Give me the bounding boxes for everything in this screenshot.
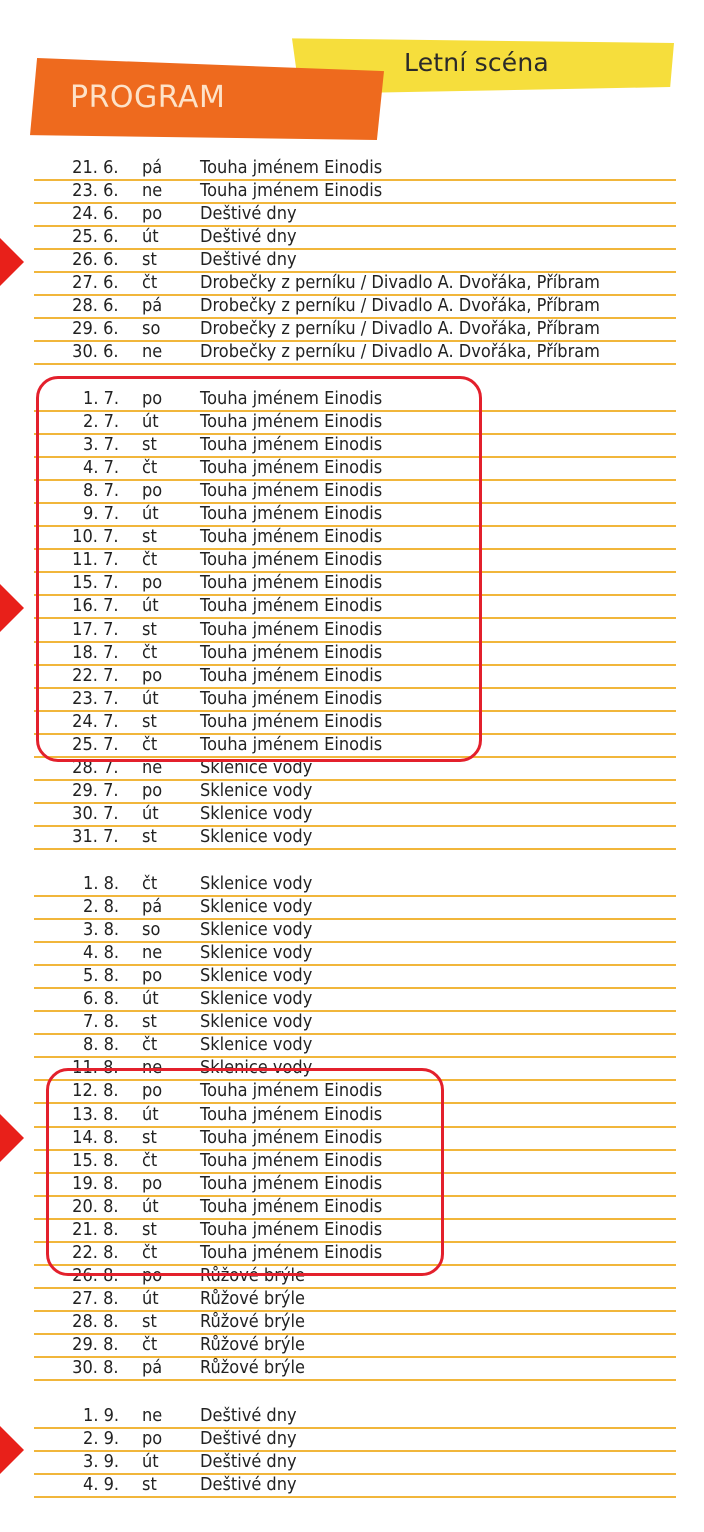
schedule-day: út — [142, 1451, 159, 1473]
schedule-title: Deštivé dny — [200, 203, 297, 225]
schedule-date: 23. 6. — [72, 180, 119, 202]
schedule-date: 10. 7. — [72, 526, 119, 548]
schedule-title: Sklenice vody — [200, 1057, 313, 1079]
schedule-title: Touha jménem Einodis — [200, 1218, 383, 1240]
schedule-day: po — [142, 1172, 163, 1194]
schedule-title: Touha jménem Einodis — [200, 1241, 383, 1263]
schedule-row — [34, 294, 676, 319]
schedule-title: Touha jménem Einodis — [200, 180, 383, 202]
schedule-title: Sklenice vody — [200, 1011, 313, 1033]
schedule-date: 20. 8. — [72, 1195, 119, 1217]
schedule-title: Touha jménem Einodis — [200, 411, 383, 433]
schedule-date: 11. 7. — [72, 549, 119, 571]
schedule-day: čt — [142, 272, 158, 294]
schedule-day: út — [142, 595, 159, 617]
marker-arrow-august — [0, 1114, 24, 1162]
schedule-date: 9. 7. — [82, 503, 119, 525]
schedule-date: 4. 9. — [82, 1474, 119, 1496]
schedule-row — [34, 340, 676, 365]
schedule-day: út — [142, 1195, 159, 1217]
schedule-day: čt — [142, 733, 158, 755]
schedule-title: Touha jménem Einodis — [200, 1172, 383, 1194]
schedule-day: ne — [142, 1057, 163, 1079]
schedule-title: Touha jménem Einodis — [200, 687, 383, 709]
schedule-date: 8. 7. — [82, 480, 119, 502]
schedule-date: 15. 7. — [72, 572, 119, 594]
schedule-date: 27. 8. — [72, 1287, 119, 1309]
schedule-date: 31. 7. — [72, 825, 119, 847]
schedule-row — [34, 1404, 676, 1429]
marker-arrow-july — [0, 584, 24, 632]
schedule-day: čt — [142, 1334, 158, 1355]
schedule-title: Touha jménem Einodis — [200, 1195, 383, 1217]
schedule-title: Touha jménem Einodis — [200, 733, 383, 755]
schedule-date: 2. 9. — [82, 1428, 119, 1450]
marker-arrow-june — [0, 238, 24, 286]
schedule-title: Deštivé dny — [200, 1474, 297, 1496]
schedule-day: po — [142, 779, 163, 801]
schedule-title: Touha jménem Einodis — [200, 457, 383, 479]
schedule-title: Sklenice vody — [200, 802, 313, 824]
schedule-title: Drobečky z perníku / Divadlo A. Dvořáka, Příbram — [200, 341, 600, 363]
schedule-title: Deštivé dny — [200, 1405, 297, 1426]
schedule-date: 25. 7. — [72, 733, 119, 755]
schedule-date: 3. 7. — [82, 434, 119, 456]
schedule-title: Drobečky z perníku / Divadlo A. Dvořáka, Příbram — [200, 318, 600, 340]
schedule-title: Touha jménem Einodis — [200, 388, 383, 409]
schedule-title: Sklenice vody — [200, 896, 313, 918]
schedule-date: 2. 7. — [82, 411, 119, 433]
schedule-day: čt — [142, 873, 158, 894]
schedule-title: Deštivé dny — [200, 226, 297, 248]
schedule-row — [34, 1010, 676, 1035]
schedule-row — [34, 1450, 676, 1475]
schedule-title: Deštivé dny — [200, 1428, 297, 1450]
schedule-row — [34, 1473, 676, 1498]
schedule-day: pá — [142, 157, 163, 178]
schedule-date: 1. 9. — [82, 1405, 119, 1426]
schedule-row — [34, 179, 676, 204]
schedule-date: 22. 8. — [72, 1241, 119, 1263]
schedule-row — [34, 1356, 676, 1381]
schedule-row — [34, 872, 676, 897]
schedule-title: Deštivé dny — [200, 1451, 297, 1473]
schedule-title: Drobečky z perníku / Divadlo A. Dvořáka, Příbram — [200, 295, 600, 317]
schedule-title: Deštivé dny — [200, 249, 297, 271]
schedule-title: Touha jménem Einodis — [200, 572, 383, 594]
schedule-day: st — [142, 1011, 157, 1033]
schedule-date: 29. 7. — [72, 779, 119, 801]
schedule-day: po — [142, 388, 163, 409]
schedule-day: st — [142, 1310, 157, 1332]
schedule-day: čt — [142, 457, 158, 479]
schedule-row — [34, 964, 676, 989]
schedule-date: 24. 7. — [72, 710, 119, 732]
schedule-day: po — [142, 480, 163, 502]
schedule-date: 30. 8. — [72, 1357, 119, 1379]
schedule-date: 3. 8. — [82, 919, 119, 941]
schedule-date: 5. 8. — [82, 965, 119, 987]
schedule-title: Sklenice vody — [200, 942, 313, 964]
schedule-day: út — [142, 802, 159, 824]
schedule-title: Růžové brýle — [200, 1264, 305, 1286]
schedule-title: Růžové brýle — [200, 1287, 305, 1309]
schedule-day: čt — [142, 1149, 158, 1171]
schedule-title: Drobečky z perníku / Divadlo A. Dvořáka, Příbram — [200, 272, 600, 294]
schedule-date: 15. 8. — [72, 1149, 119, 1171]
schedule-title: Touha jménem Einodis — [200, 1126, 383, 1148]
schedule-date: 16. 7. — [72, 595, 119, 617]
schedule-day: út — [142, 988, 159, 1010]
schedule-title: Touha jménem Einodis — [200, 641, 383, 663]
schedule-title: Touha jménem Einodis — [200, 434, 383, 456]
schedule-day: st — [142, 249, 157, 271]
schedule-title: Touha jménem Einodis — [200, 595, 383, 617]
schedule-row — [34, 1333, 676, 1358]
highlight-box-july — [36, 376, 482, 762]
schedule-date: 1. 8. — [82, 873, 119, 894]
schedule-date: 8. 8. — [82, 1034, 119, 1056]
schedule-date: 24. 6. — [72, 203, 119, 225]
schedule-title: Touha jménem Einodis — [200, 618, 383, 640]
schedule-date: 18. 7. — [72, 641, 119, 663]
schedule-title: Touha jménem Einodis — [200, 526, 383, 548]
schedule-day: út — [142, 687, 159, 709]
schedule-date: 11. 8. — [72, 1057, 119, 1079]
schedule-title: Touha jménem Einodis — [200, 503, 383, 525]
schedule-date: 4. 7. — [82, 457, 119, 479]
schedule-row — [34, 317, 676, 342]
schedule-day: ne — [142, 341, 163, 363]
schedule-title: Touha jménem Einodis — [200, 157, 383, 178]
schedule-day: čt — [142, 549, 158, 571]
schedule-title: Touha jménem Einodis — [200, 1103, 383, 1125]
schedule-title: Růžové brýle — [200, 1334, 305, 1355]
schedule-day: út — [142, 1287, 159, 1309]
schedule-day: st — [142, 434, 157, 456]
schedule-title: Sklenice vody — [200, 919, 313, 941]
schedule-title: Sklenice vody — [200, 779, 313, 801]
schedule-date: 28. 8. — [72, 1310, 119, 1332]
schedule-day: čt — [142, 641, 158, 663]
schedule-day: po — [142, 1264, 163, 1286]
schedule-date: 30. 7. — [72, 802, 119, 824]
schedule-date: 4. 8. — [82, 942, 119, 964]
schedule-date: 22. 7. — [72, 664, 119, 686]
schedule-date: 26. 6. — [72, 249, 119, 271]
schedule-date: 28. 6. — [72, 295, 119, 317]
schedule-date: 7. 8. — [82, 1011, 119, 1033]
schedule-day: pá — [142, 295, 163, 317]
schedule-day: pá — [142, 896, 163, 918]
schedule-day: so — [142, 318, 161, 340]
schedule-date: 19. 8. — [72, 1172, 119, 1194]
schedule-title: Sklenice vody — [200, 1034, 313, 1056]
schedule-date: 23. 7. — [72, 687, 119, 709]
schedule-title: Sklenice vody — [200, 756, 313, 778]
schedule-day: ne — [142, 756, 163, 778]
schedule-day: čt — [142, 1034, 158, 1056]
schedule-day: st — [142, 710, 157, 732]
schedule-title: Růžové brýle — [200, 1357, 305, 1379]
schedule-day: út — [142, 503, 159, 525]
banner-letni-scena-label: Letní scéna — [404, 48, 549, 77]
schedule-row — [34, 1287, 676, 1312]
schedule-date: 13. 8. — [72, 1103, 119, 1125]
schedule-row — [34, 1033, 676, 1058]
schedule-title: Touha jménem Einodis — [200, 664, 383, 686]
schedule-title: Sklenice vody — [200, 988, 313, 1010]
schedule-row — [34, 248, 676, 273]
page-title: PROGRAM — [70, 80, 226, 115]
schedule-row — [34, 1427, 676, 1452]
schedule-day: po — [142, 965, 163, 987]
schedule-date: 17. 7. — [72, 618, 119, 640]
schedule-title: Sklenice vody — [200, 825, 313, 847]
schedule-date: 3. 9. — [82, 1451, 119, 1473]
schedule-date: 25. 6. — [72, 226, 119, 248]
schedule-date: 1. 7. — [82, 388, 119, 409]
schedule-row — [34, 987, 676, 1012]
schedule-day: po — [142, 572, 163, 594]
schedule-title: Touha jménem Einodis — [200, 1080, 383, 1102]
schedule-date: 27. 6. — [72, 272, 119, 294]
schedule-day: ne — [142, 180, 163, 202]
schedule-day: so — [142, 919, 161, 941]
schedule-title: Růžové brýle — [200, 1310, 305, 1332]
schedule-date: 21. 6. — [72, 157, 119, 178]
schedule-title: Touha jménem Einodis — [200, 1149, 383, 1171]
schedule-day: út — [142, 226, 159, 248]
schedule-day: út — [142, 1103, 159, 1125]
schedule-day: ne — [142, 1405, 163, 1426]
schedule-day: st — [142, 825, 157, 847]
schedule-day: po — [142, 1428, 163, 1450]
schedule-day: st — [142, 1126, 157, 1148]
schedule-day: st — [142, 526, 157, 548]
schedule-row — [34, 1310, 676, 1335]
schedule-date: 2. 8. — [82, 896, 119, 918]
schedule-date: 30. 6. — [72, 341, 119, 363]
schedule-row — [34, 941, 676, 966]
schedule-day: st — [142, 1218, 157, 1240]
schedule-day: po — [142, 1080, 163, 1102]
schedule-date: 29. 8. — [72, 1334, 119, 1355]
schedule-date: 29. 6. — [72, 318, 119, 340]
schedule-date: 26. 8. — [72, 1264, 119, 1286]
schedule-title: Sklenice vody — [200, 965, 313, 987]
schedule-title: Touha jménem Einodis — [200, 480, 383, 502]
schedule-day: st — [142, 618, 157, 640]
schedule-row — [34, 779, 676, 804]
schedule-date: 12. 8. — [72, 1080, 119, 1102]
schedule-day: út — [142, 411, 159, 433]
schedule-row — [34, 202, 676, 227]
schedule-date: 28. 7. — [72, 756, 119, 778]
schedule-day: po — [142, 203, 163, 225]
schedule-day: čt — [142, 1241, 158, 1263]
schedule-day: pá — [142, 1357, 163, 1379]
schedule-title: Touha jménem Einodis — [200, 549, 383, 571]
schedule-row — [34, 825, 676, 850]
highlight-box-august — [46, 1068, 444, 1276]
schedule-row — [34, 802, 676, 827]
schedule-day: ne — [142, 942, 163, 964]
schedule-day: po — [142, 664, 163, 686]
schedule-title: Sklenice vody — [200, 873, 313, 894]
schedule-row — [34, 156, 676, 181]
schedule-row — [34, 918, 676, 943]
schedule-row — [34, 225, 676, 250]
schedule-row — [34, 895, 676, 920]
schedule-row — [34, 271, 676, 296]
marker-arrow-september — [0, 1426, 24, 1474]
schedule-day: st — [142, 1474, 157, 1496]
schedule-date: 14. 8. — [72, 1126, 119, 1148]
schedule-title: Touha jménem Einodis — [200, 710, 383, 732]
schedule-date: 21. 8. — [72, 1218, 119, 1240]
schedule-date: 6. 8. — [82, 988, 119, 1010]
